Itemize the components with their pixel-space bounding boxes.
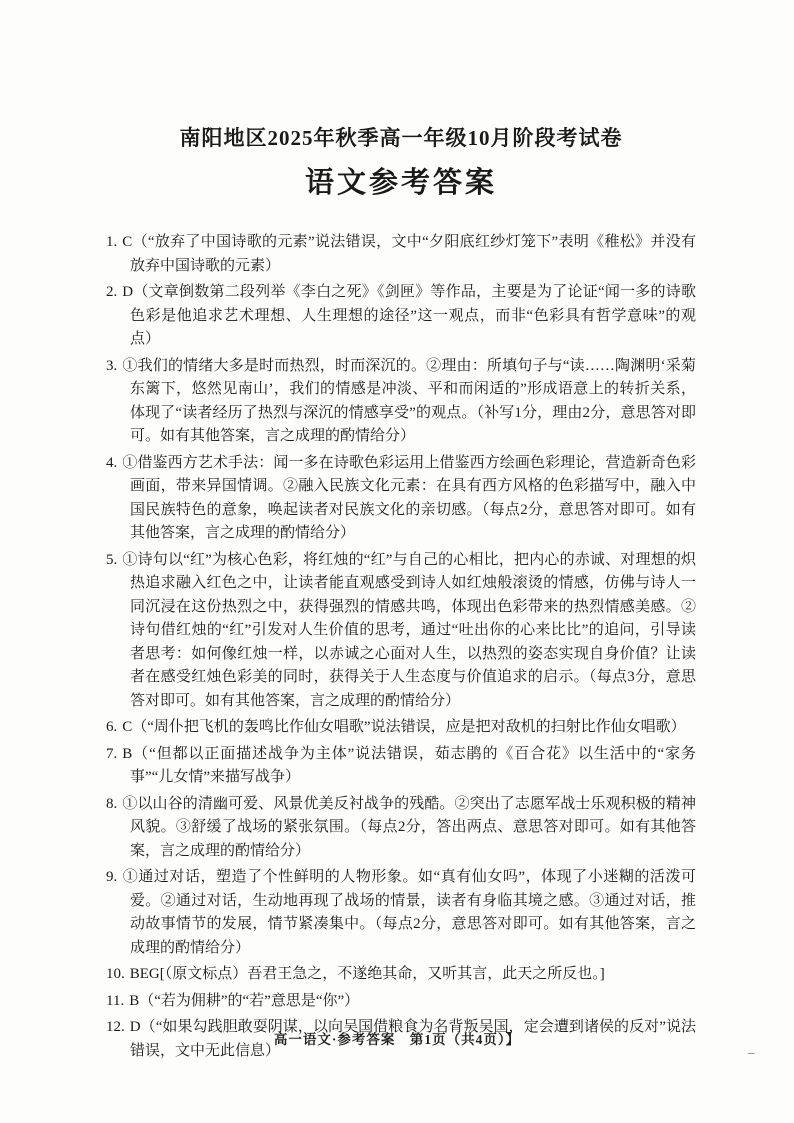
answer-number: 3. xyxy=(106,357,118,374)
exam-title: 南阳地区2025年秋季高一年级10月阶段考试卷 xyxy=(179,126,623,150)
answer-text: ①我们的情绪大多是时而热烈，时而深沉的。②理由：所填句子与“读……陶渊明‘采菊东篱下，悠然见南山’，我们的情感是冲淡、平和而闲适的”形成语意上的转折关系，体现了“读者经历了热烈与深沉的情感享受”的观点。（补写1分，理由2分，意思答对即可。如有其他答案，言之成理的酌情给分） xyxy=(122,357,696,444)
answer-item-3 xyxy=(106,355,696,449)
answer-item-11 xyxy=(106,990,696,1014)
answer-number: 7. xyxy=(106,745,118,762)
answer-number: 8. xyxy=(106,795,118,812)
answer-item-10 xyxy=(106,963,696,987)
answer-item-9 xyxy=(106,866,696,960)
answer-number: 6. xyxy=(106,719,118,735)
answer-number: 1. xyxy=(106,234,118,250)
scan-artifact-mark: _ xyxy=(748,1040,755,1055)
page-content xyxy=(106,122,696,1066)
answer-number: 11. xyxy=(106,992,125,1009)
answer-key-title: 语文参考答案 xyxy=(304,167,497,199)
answer-text: ①通过对话，塑造了个性鲜明的人物形象。如“真有仙女吗”，体现了小迷糊的活泼可爱。②通过对话，生动地再现了战场的情景，读者有身临其境之感。③通过对话，推动故事情节的发展，情节紧凑集中。（每点2分，意思答对即可。如有其他答案，言之成理的酌情给分） xyxy=(122,869,696,956)
answer-item-2 xyxy=(106,281,696,352)
answer-text: ①诗句以“红”为核心色彩，将红烛的“红”与自己的心相比，把内心的赤诚、对理想的炽热追求融入红色之中，让读者能直观感受到诗人如红烛般滚烫的情感，仿佛与诗人一同沉浸在这份热烈之中，获得强烈的情感共鸣，体现出色彩带来的热烈情感美感。②诗句借红烛的“红”引发对人生价值的思考，通过“吐出你的心来比比”的追问，引导读者思考：如何像红烛一样，以赤诚之心面对人生，以热烈的姿态实现自身价值？让读者在感受红烛色彩美的同时，获得关于人生态度与价值追求的启示。（每点3分，意思答对即可。如有其他答案，言之成理的酌情给分） xyxy=(122,551,696,709)
answer-item-5 xyxy=(106,549,696,714)
answer-text: B（“若为佣耕”的“若”意思是“你”） xyxy=(129,992,360,1009)
answer-text: C（“放弃了中国诗歌的元素”说法错误，文中“夕阳底红纱灯笼下”表明《稚松》并没有放弃中国诗歌的元素） xyxy=(122,234,696,274)
answer-text: D（“如果勾践胆敢耍阴谋，以向吴国借粮食为名背叛吴国，定会遭到诸侯的反对”说法错误，文中无此信息） xyxy=(129,1019,696,1059)
answer-number: 5. xyxy=(106,551,118,568)
answer-text: ①借鉴西方艺术手法：闻一多在诗歌色彩运用上借鉴西方绘画色彩理论，营造新奇色彩画面，带来异国情调。②融入民族文化元素：在具有西方风格的色彩描写中，融入中国民族特色的意象，唤起读者对民族文化的亲切感。（每点2分，意思答对即可。如有其他答案，言之成理的酌情给分） xyxy=(122,454,696,541)
answer-number: 10. xyxy=(106,966,125,982)
answer-text: BEG[（原文标点）吾君王急之，不遂绝其命，又听其言，此天之所反也。] xyxy=(129,966,605,982)
answer-list xyxy=(106,231,696,1063)
answer-item-1 xyxy=(106,231,696,278)
answer-number: 4. xyxy=(106,454,118,471)
answer-text: ①以山谷的清幽可爱、风景优美反衬战争的残酷。②突出了志愿军战士乐观积极的精神风貌。③舒缓了战场的紧张氛围。（每点2分，答出两点、意思答对即可。如有其他答案，言之成理的酌情给分） xyxy=(122,795,696,859)
answer-item-7 xyxy=(106,743,696,790)
answer-number: 2. xyxy=(106,284,118,300)
answer-item-4 xyxy=(106,452,696,546)
page-footer: 高一语文·参考答案 第1页（共4页）】 xyxy=(273,1032,521,1047)
answer-number: 12. xyxy=(106,1019,125,1035)
answer-item-6 xyxy=(106,716,696,740)
answer-number: 9. xyxy=(106,869,118,885)
answer-text: C（“周仆把飞机的轰鸣比作仙女唱歌”说法错误，应是把对敌机的扫射比作仙女唱歌） xyxy=(122,719,686,735)
answer-item-8 xyxy=(106,793,696,864)
answer-text: B（“但都以正面描述战争为主体”说法错误，茹志鹃的《百合花》以生活中的“家务事”“儿女情”来描写战争） xyxy=(122,745,696,785)
answer-text: D（文章倒数第二段列举《李白之死》《剑匣》等作品，主要是为了论证“闻一多的诗歌色彩是他追求艺术理想、人生理想的途径”这一观点，而非“色彩具有哲学意味”的观点） xyxy=(122,284,696,347)
